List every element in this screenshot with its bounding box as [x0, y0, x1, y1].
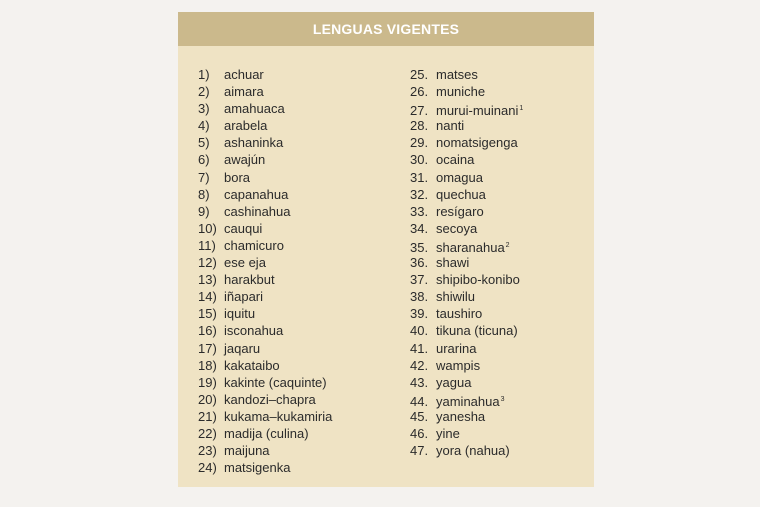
- language-number: 2): [198, 84, 210, 100]
- language-item: [410, 357, 523, 374]
- language-number: 25.: [410, 67, 429, 82]
- language-name: shipibo-konibo: [436, 272, 520, 288]
- language-number: 19): [198, 374, 217, 390]
- language-number: 31.: [410, 169, 429, 185]
- language-number: 44.: [410, 393, 429, 409]
- language-item: [410, 237, 523, 254]
- language-name: kakinte (caquinte): [224, 374, 327, 390]
- language-number: 20): [198, 391, 217, 407]
- language-number: 6): [198, 152, 210, 168]
- language-name: nanti: [436, 118, 465, 134]
- language-item: [198, 186, 332, 203]
- language-item: [410, 220, 523, 237]
- language-number: 47.: [410, 443, 429, 459]
- language-item: [198, 237, 332, 254]
- language-number: 17): [198, 340, 217, 356]
- language-number: 43.: [410, 374, 429, 390]
- language-name: muniche: [436, 84, 486, 100]
- language-number: 32.: [410, 186, 429, 202]
- language-name: ocaina: [436, 152, 475, 168]
- language-number: 8): [198, 186, 210, 202]
- language-item: [198, 203, 332, 220]
- language-item: [198, 83, 332, 100]
- language-item: [198, 442, 332, 459]
- language-name: yanesha: [436, 408, 486, 424]
- language-item: [198, 425, 332, 442]
- language-item: [198, 271, 332, 288]
- language-name: urarina: [436, 340, 477, 356]
- language-name: iñapari: [224, 289, 264, 305]
- language-name: yora (nahua): [436, 443, 510, 459]
- language-item: [198, 66, 332, 83]
- language-name: murui-muinani: [436, 103, 519, 119]
- language-number: 9): [198, 203, 210, 219]
- language-item: [410, 374, 523, 391]
- footnote-marker: 2: [505, 241, 510, 249]
- language-item: [410, 305, 523, 322]
- language-item: [410, 117, 523, 134]
- language-item: [198, 220, 332, 237]
- language-number: 28.: [410, 118, 429, 134]
- language-number: 46.: [410, 425, 429, 441]
- language-name: yaminahua: [436, 393, 500, 409]
- language-number: 5): [198, 135, 210, 151]
- language-number: 23): [198, 443, 217, 459]
- language-number: 7): [198, 169, 210, 185]
- language-name: matsigenka: [224, 460, 291, 476]
- language-item: [198, 391, 332, 408]
- language-number: 42.: [410, 357, 429, 373]
- language-number: 27.: [410, 103, 429, 119]
- footnote-marker: 3: [500, 395, 505, 403]
- language-name: cashinahua: [224, 203, 291, 219]
- language-item: [198, 408, 332, 425]
- language-item: [198, 134, 332, 151]
- languages-card: [178, 12, 594, 487]
- language-number: 11): [198, 237, 216, 253]
- language-number: 15): [198, 306, 217, 322]
- language-name: matses: [436, 67, 478, 82]
- language-item: [410, 100, 523, 117]
- language-item: [410, 340, 523, 357]
- language-item: [198, 169, 332, 186]
- language-item: [410, 66, 523, 83]
- language-number: 18): [198, 357, 217, 373]
- language-item: [410, 425, 523, 442]
- language-name: shawi: [436, 255, 470, 271]
- language-item: [198, 254, 332, 271]
- language-name: kukama–kukamiria: [224, 408, 333, 424]
- language-name: quechua: [436, 186, 486, 202]
- language-number: 36.: [410, 255, 429, 271]
- language-name: secoya: [436, 220, 478, 236]
- right-column: [410, 66, 523, 459]
- language-name: madija (culina): [224, 425, 309, 441]
- language-name: resígaro: [436, 203, 484, 219]
- language-item: [410, 391, 523, 408]
- language-number: 10): [198, 220, 217, 236]
- header-title: LENGUAS VIGENTES: [312, 21, 460, 37]
- language-number: 26.: [410, 84, 429, 100]
- language-item: [410, 254, 523, 271]
- language-item: [410, 134, 523, 151]
- language-item: [410, 322, 523, 339]
- language-name: arabela: [224, 118, 268, 134]
- language-item: [410, 203, 523, 220]
- language-number: 4): [198, 118, 210, 134]
- language-name: maijuna: [224, 443, 270, 459]
- language-item: [198, 357, 332, 374]
- language-name: wampis: [436, 357, 481, 373]
- language-number: 1): [198, 67, 210, 82]
- language-item: [410, 288, 523, 305]
- language-item: [198, 374, 332, 391]
- language-name: harakbut: [224, 272, 275, 288]
- language-number: 22): [198, 425, 217, 441]
- language-name: achuar: [224, 67, 264, 82]
- language-name: yagua: [436, 374, 472, 390]
- language-number: 24): [198, 460, 217, 476]
- language-number: 21): [198, 408, 217, 424]
- language-number: 41.: [410, 340, 429, 356]
- language-item: [198, 340, 332, 357]
- language-name: awajún: [224, 152, 266, 168]
- language-number: 35.: [410, 239, 429, 255]
- language-number: 39.: [410, 306, 429, 322]
- language-number: 40.: [410, 323, 429, 339]
- language-number: 16): [198, 323, 217, 339]
- language-name: jaqaru: [224, 340, 261, 356]
- language-name: bora: [224, 169, 251, 185]
- language-name: shiwilu: [436, 289, 476, 305]
- language-number: 34.: [410, 220, 429, 236]
- language-name: capanahua: [224, 186, 289, 202]
- language-name: taushiro: [436, 306, 483, 322]
- language-item: [410, 442, 523, 459]
- language-name: aimara: [224, 84, 264, 100]
- language-name: tikuna (ticuna): [436, 323, 518, 339]
- language-item: [198, 459, 332, 476]
- language-name: amahuaca: [224, 101, 285, 117]
- card-header: [178, 12, 594, 46]
- language-item: [410, 186, 523, 203]
- language-name: iquitu: [224, 306, 256, 322]
- language-item: [198, 305, 332, 322]
- language-number: 45.: [410, 408, 429, 424]
- language-item: [410, 83, 523, 100]
- language-name: isconahua: [224, 323, 284, 339]
- language-name: ese eja: [224, 255, 266, 271]
- language-name: yine: [436, 425, 460, 441]
- language-number: 33.: [410, 203, 429, 219]
- language-number: 3): [198, 101, 210, 117]
- language-name: chamicuro: [224, 237, 284, 253]
- language-number: 37.: [410, 272, 429, 288]
- language-number: 13): [198, 272, 217, 288]
- language-name: omagua: [436, 169, 483, 185]
- language-name: ashaninka: [224, 135, 284, 151]
- language-item: [198, 151, 332, 168]
- language-name: cauqui: [224, 220, 263, 236]
- language-number: 12): [198, 255, 217, 271]
- language-name: sharanahua: [436, 239, 505, 255]
- language-item: [198, 322, 332, 339]
- language-item: [198, 288, 332, 305]
- language-item: [410, 271, 523, 288]
- language-name: kakataibo: [224, 357, 280, 373]
- language-item: [410, 151, 523, 168]
- footnote-marker: 1: [519, 105, 524, 113]
- language-item: [410, 408, 523, 425]
- left-column: [198, 66, 332, 476]
- language-number: 14): [198, 289, 217, 305]
- language-name: kandozi–chapra: [224, 391, 316, 407]
- language-number: 30.: [410, 152, 429, 168]
- language-item: [198, 100, 332, 117]
- language-number: 29.: [410, 135, 429, 151]
- language-number: 38.: [410, 289, 429, 305]
- language-name: nomatsigenga: [436, 135, 518, 151]
- language-item: [410, 169, 523, 186]
- language-item: [198, 117, 332, 134]
